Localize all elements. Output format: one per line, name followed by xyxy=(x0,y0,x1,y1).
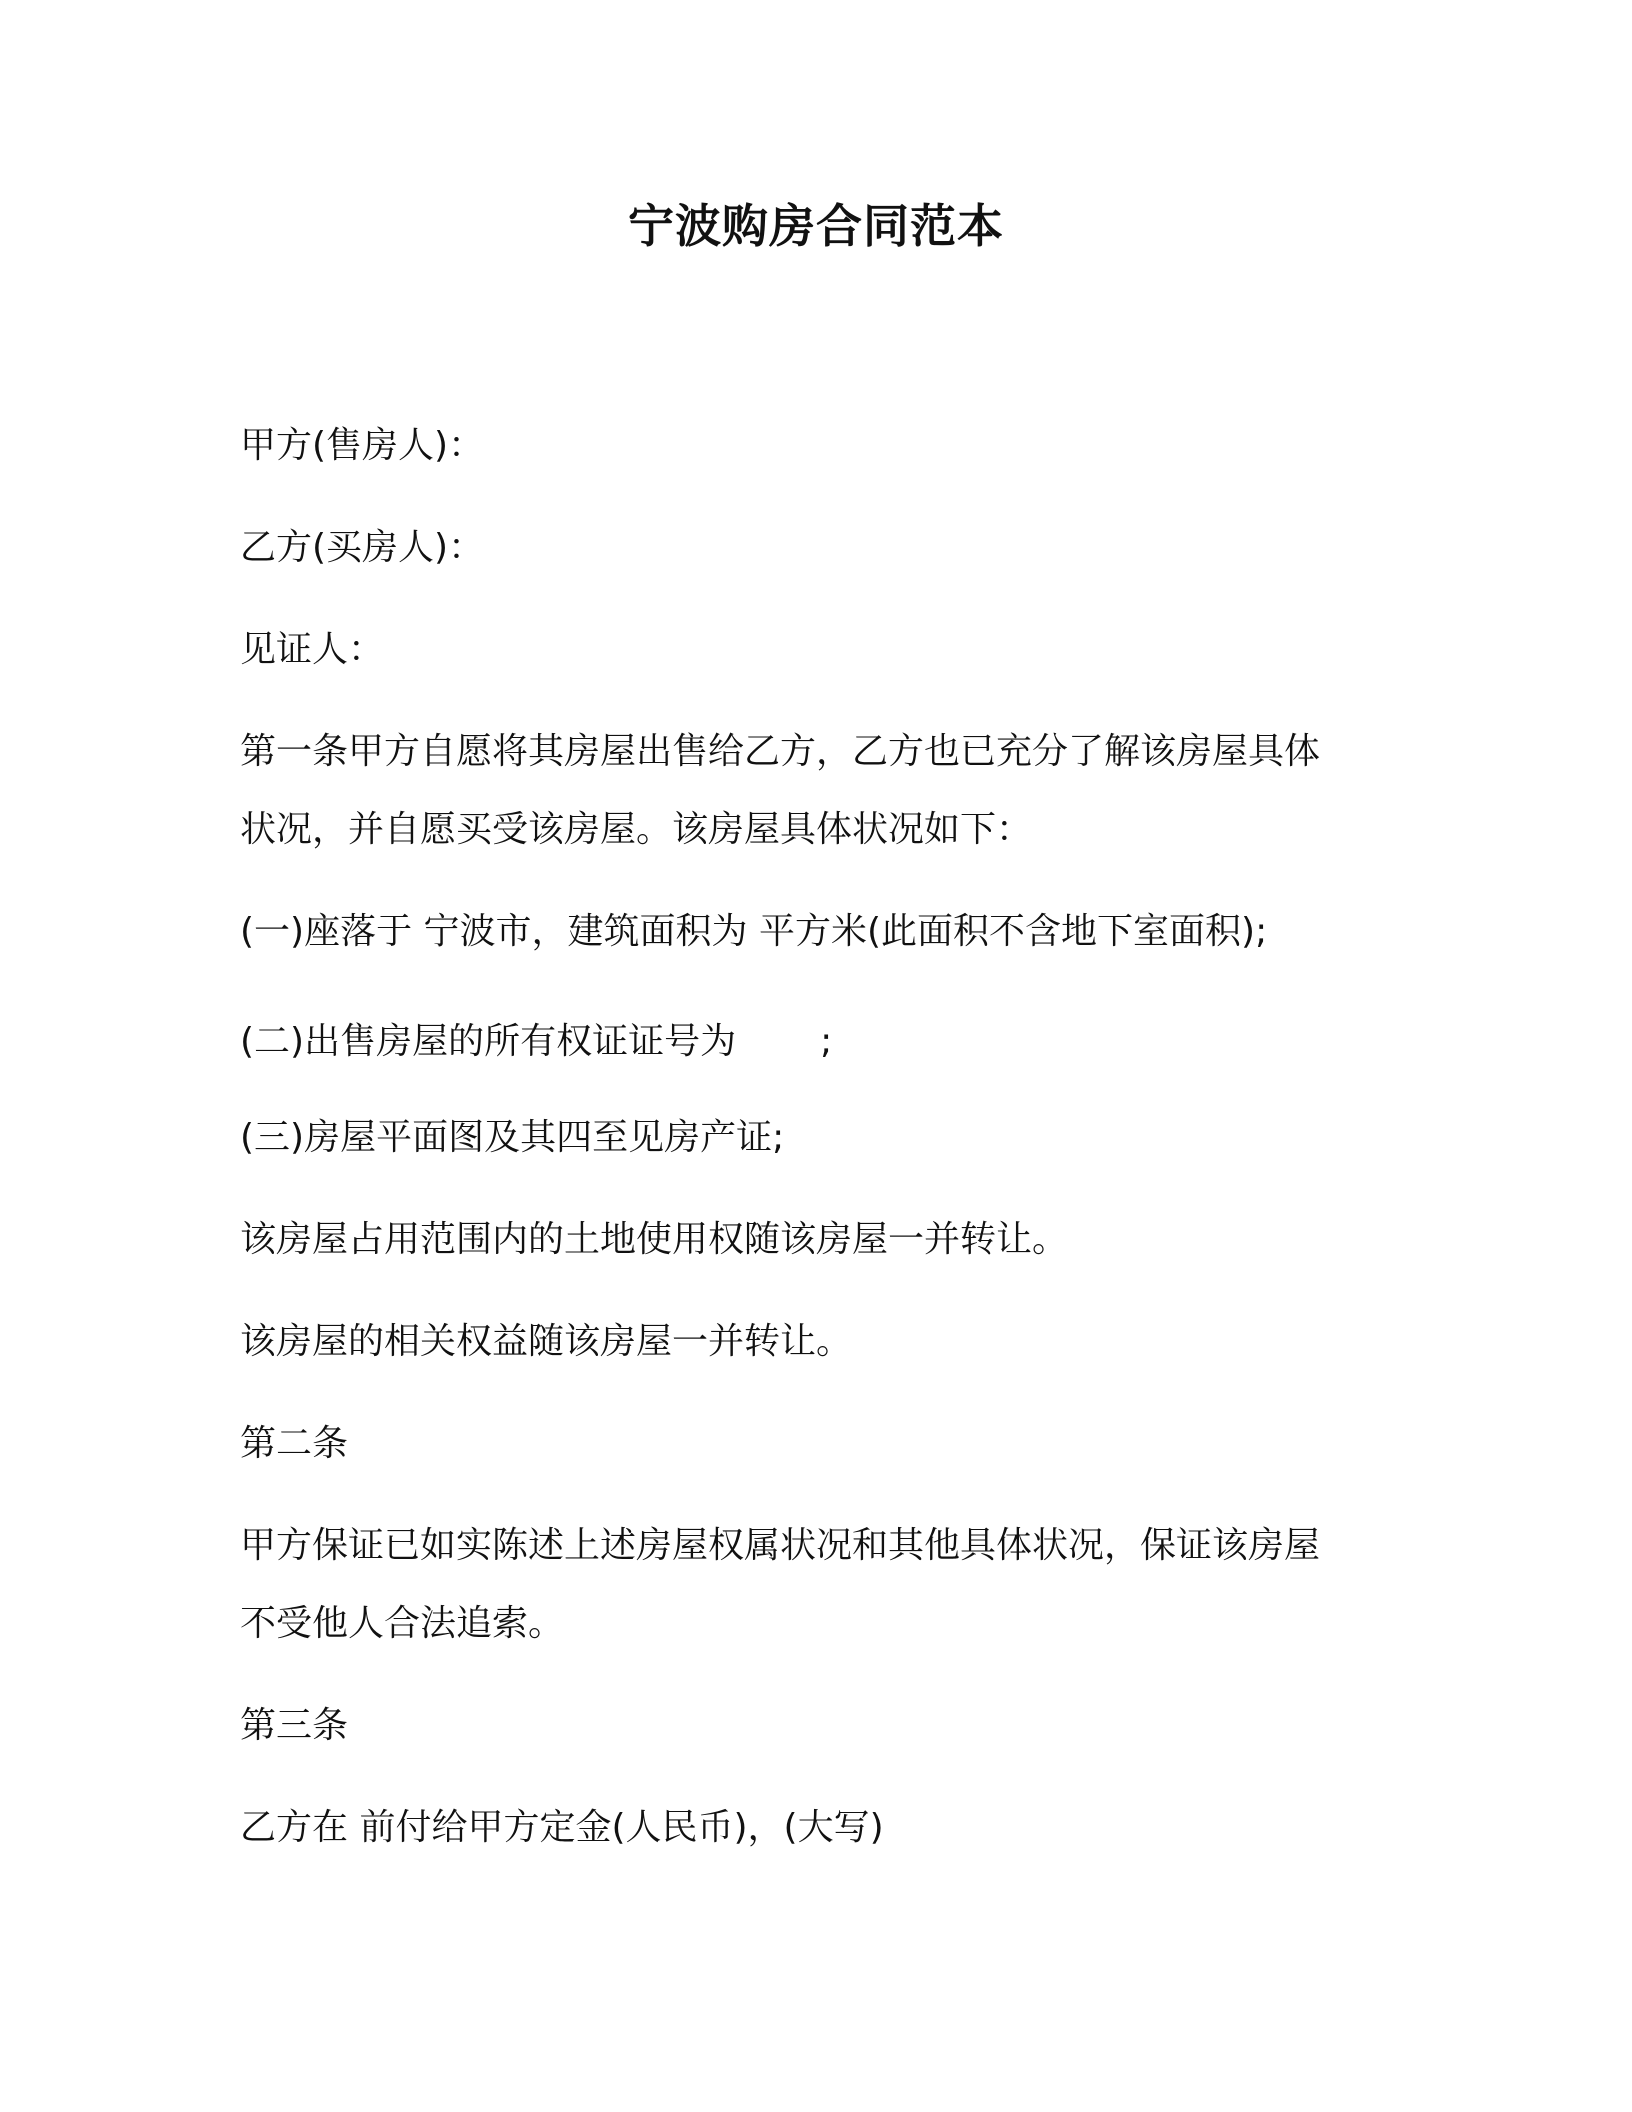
document-title: 宁波购房合同范本 xyxy=(628,199,1004,253)
witness-line: 见证人： xyxy=(240,629,385,670)
party-b-line: 乙方(买房人)： xyxy=(240,527,485,568)
article-2-line-2: 不受他人合法追索。 xyxy=(240,1603,565,1644)
item-2-semicolon: ; xyxy=(820,1021,833,1062)
article-2-line-1: 甲方保证已如实陈述上述房屋权属状况和其他具体状况，保证该房屋 xyxy=(240,1525,1321,1566)
land-use-line: 该房屋占用范围内的土地使用权随该房屋一并转让。 xyxy=(240,1219,1069,1260)
item-2-line xyxy=(240,1018,1400,1066)
article-2-heading: 第二条 xyxy=(240,1423,349,1464)
item-3-line: (三)房屋平面图及其四至见房产证; xyxy=(240,1117,785,1158)
item-1-line: (一)座落于 宁波市，建筑面积为 平方米(此面积不含地下室面积); xyxy=(240,911,1268,952)
article-3-heading: 第三条 xyxy=(240,1705,349,1746)
article-3-line-1: 乙方在 前付给甲方定金(人民币)，(大写) xyxy=(240,1807,884,1848)
party-a-line: 甲方(售房人)： xyxy=(240,425,485,466)
item-2-text: (二)出售房屋的所有权证证号为 xyxy=(240,1021,737,1062)
article-1-line-2: 状况，并自愿买受该房屋。该房屋具体状况如下： xyxy=(240,809,1033,850)
rights-line: 该房屋的相关权益随该房屋一并转让。 xyxy=(240,1321,853,1362)
article-1-line-1: 第一条甲方自愿将其房屋出售给乙方，乙方也已充分了解该房屋具体 xyxy=(240,731,1321,772)
